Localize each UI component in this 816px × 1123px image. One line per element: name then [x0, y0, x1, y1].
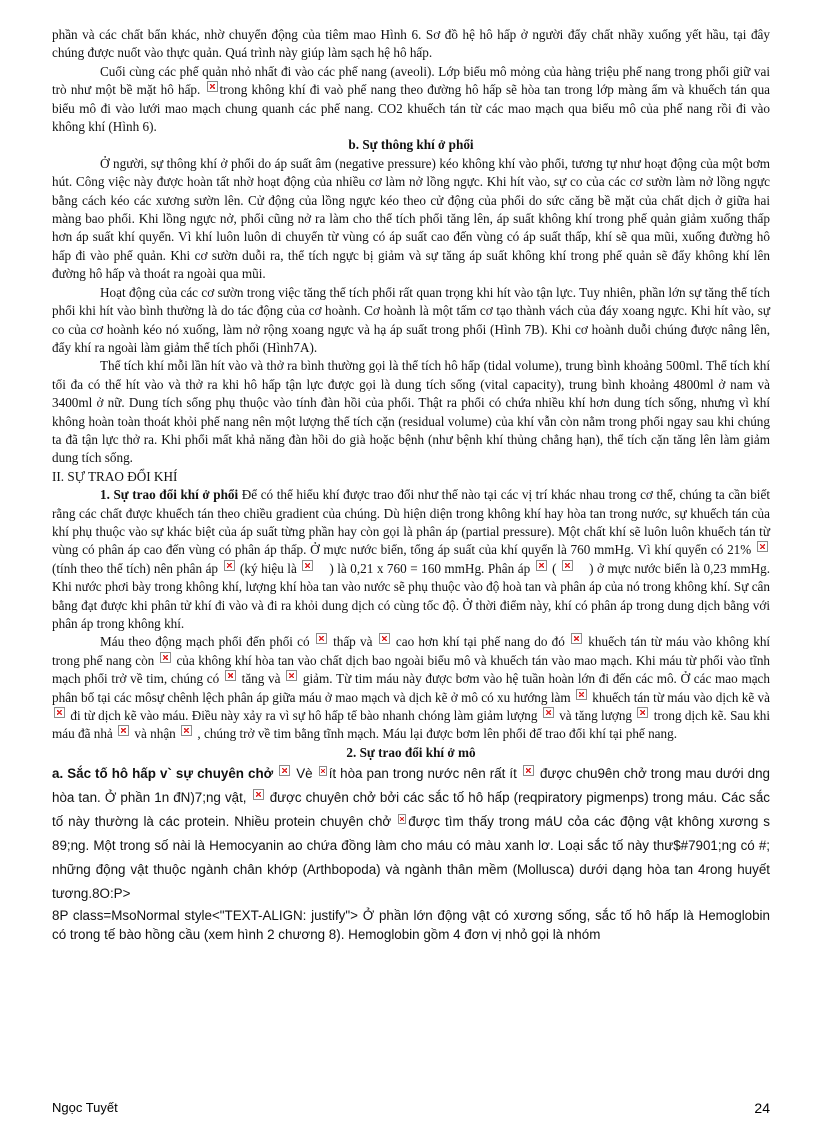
text-run: (tính theo thể tích) nên phân áp [52, 560, 219, 576]
paragraph [52, 63, 770, 137]
broken-image-icon [543, 707, 554, 718]
text-run: tăng và [241, 671, 281, 687]
broken-image-icon [576, 689, 587, 700]
text-run: giảm. Từ tim máu này được bơm vào hệ tuần hoàn lớn đi đến các mô. Ở các mao mạch phân bố tại các môsự chênh lệch phân áp giữa máu ở mao mạch và dịch kẽ ở mô có xu hướng làm [52, 671, 771, 705]
text-run: cao hơn khí tại phế nang do đó [395, 634, 565, 650]
broken-image-icon [286, 670, 297, 681]
broken-image-icon [379, 633, 390, 644]
heading-a: a. Sắc tố hô hấp v` sự chuyên chở [52, 766, 274, 782]
broken-image-icon [253, 789, 264, 800]
text-run: đi từ dịch kẽ vào máu. Điều này xảy ra vì sự hô hấp tế bào nhanh chóng làm giảm lượng [70, 708, 538, 724]
broken-image-icon [637, 707, 648, 718]
text-run: ít hòa pan trong nước nên rất ít [328, 766, 517, 782]
broken-image-icon [319, 766, 327, 776]
document-body [52, 26, 770, 944]
paragraph: Thể tích khí mỗi lần hít vào và thở ra bình thường gọi là thể tích hô hấp (tidal volume), trung bình khoảng 500ml. Thể tích khí tối đa có thể hít vào và thở ra khi hô hấp tận lực được gọi là dung tích sống (vital capacity), trung bình khoảng 4800ml ở nam và 3400ml ở nữ. Dung tích sống phụ thuộc vào tính đàn hồi của phổi. Thật ra phổi có chứa nhiều khí hơn dung tích sống, nhưng vì khí không hoàn toàn thoát khỏi phế nang nên một lượng thể tích cặn (residual volume) của khí vẫn còn nằm trong phổi ngay sau khi chúng ta đã tận lực thở ra. Khi phổi mất khả năng đàn hồi do già hoặc bệnh (như bệnh khí thủng chẳng hạn), thể tích cặn tăng lên làm giảm dung tích sống. [52, 358, 770, 466]
text-run: trong dịch kẽ. Sau khi máu đã nhả [52, 708, 771, 742]
text-run: Vè [296, 766, 313, 782]
broken-image-icon [224, 560, 235, 571]
text-run: khuếch tán từ máu vào không khí trong phế nang còn [52, 634, 771, 668]
broken-image-icon [536, 560, 547, 571]
text-run: và tăng lượng [559, 708, 633, 724]
broken-image-icon [398, 814, 406, 824]
broken-image-icon [757, 541, 768, 552]
text-run: ) ở mực nước biển là 0,23 mmHg. Khi nước phơi bày trong không khí, lượng khí hòa tan vào nước sẽ phụ thuộc vào độ hoà tan và phân áp của nó trong không khí. Sự cân bằng đạt được khi phân tử khí đi vào và đi ra khỏi dung dịch có cùng tốc độ. Ở thời điểm này, khí có phân áp trong dung dịch bằng với phân áp trong không khí. [52, 560, 770, 631]
paragraph: phần và các chất bẩn khác, nhờ chuyển động của tiêm mao Hình 6. Sơ đồ hệ hô hấp ở người đẩy chất nhầy xuống yết hầu, tại đây chúng được nuốt vào thực quản. Quá trình này giúp làm sạch hệ hô hấp. [52, 27, 770, 61]
text-run: và nhận [134, 726, 176, 742]
broken-image-icon [54, 707, 65, 718]
text-run: Cuối cùng các phế quản nhỏ nhất đi vào các phế nang (aveoli). Lớp biểu mô mỏng của hàng triệu phế nang trong phổi giữ vai trò như một bề mặt hô hấp. [52, 63, 770, 98]
text-run: Ở phần lớn động vật có xương sống, sắc tố hô hấp là Hemoglobin có trong tế bào hồng cầu (xem hình 2 chương 8). Hemoglobin gồm 4 đơn vị nhỏ gọi là nhóm [52, 908, 770, 943]
broken-image-icon [571, 633, 582, 644]
heading-1: 1. Sự trao đổi khí ở phổi [100, 487, 239, 503]
text-run: trong không khí đi vaò phế nang theo đường hô hấp sẽ hòa tan trong lớp màng ẩm và khuếch tán qua biểu mô đi vào lưới mao mạch chung quanh các phế nang. CO2 khuếch tán từ các mao mạch qua biểu mô của phế nang rồi đi vào không khí (Hình 6). [52, 82, 771, 135]
text-run: thấp và [333, 634, 373, 650]
page-footer [52, 1100, 770, 1118]
broken-image-icon [225, 670, 236, 681]
paragraph [52, 762, 770, 906]
text-run: khuếch tán từ máu vào dịch kẽ và [592, 689, 770, 705]
broken-image-icon [302, 560, 313, 571]
broken-image-icon [181, 725, 192, 736]
footer-author: Ngọc Tuyết [52, 1100, 118, 1115]
broken-image-icon [207, 81, 218, 92]
text-run: Máu theo động mạch phổi đến phổi có [100, 634, 310, 650]
paragraph: Ở người, sự thông khí ở phổi do áp suất âm (negative pressure) kéo không khí vào phổi, tương tự như hoạt động của một bơm hút. Công việc này được hoàn tất nhờ hoạt động của nhiều cơ làm nở lồng ngực. Khi hít vào, sự co của các cơ sườn làm nở lồng ngực bằng cách kéo các xương sườn lên. Cử động của lồng ngực kéo theo cử động của phổi do sức căng bề mặt của chất dịch ở giữa hai màng bao phổi. Khi lồng ngực nở, phổi cũng nở ra làm cho thể tích phổi tăng lên, áp suất không khí trong phế quản giảm xuống thấp hơn áp suất khí quyển. Vì khí luôn luôn di chuyển từ vùng có áp suất cao đến vùng có áp suất thấp, khí sẽ qua mũi, xuống đường hô hấp đi vào phế quản. Khi cơ sườn duỗi ra, thể tích ngực bị giảm và sự tăng áp suất không khí trong phế quản sẽ đẩy không khí lên đường hô hấp và thoát ra ngoài qua mũi. [52, 155, 770, 282]
text-run: được chu9ên chở trong mau dưới d‌ng hòa tan. Ở phần 1‌n đN)7;ng vật, [52, 766, 770, 806]
text-run: được tìm thấy trong máU cỏa các động vật không xương s 89;ng. Một trong số nài là Hemocyanin ao chứa đồng làm cho máu có màu xanh lơ. Loại sắc tố này thư$#7901;ng có #; những động vật thuộc ngành chân khớp (Arthbopoda) và ngành thân mềm (Mollusca) dưới dạng hòa tan 4rong huyết tương.8O:P> [52, 814, 770, 902]
heading-b: b. Sự thông khí ở phổi [348, 137, 474, 153]
text-run: Để có thể hiểu khí được trao đổi như thế nào tại các vị trí khác nhau trong cơ thể, chúng ta cần biết rằng các chất được khuếch tán theo chiều gradient của chúng. Dù hiện diện trong không khí hay hòa tan trong nước, sự khuếch tán của khí phụ thuộc vào sự khác biệt của áp suất từng phần hay còn gọi là phân áp (partial pressure). Một chất khí sẽ luôn luôn khuếch tán từ vùng có phân áp cao đến vùng có phân áp thấp. Ở mực nước biển, tổng áp suất của khí quyển là 760 mmHg. Vì khí quyển có 21% [52, 487, 770, 558]
paragraph [52, 486, 770, 633]
broken-image-icon [160, 652, 171, 663]
paragraph: Hoạt động của các cơ sườn trong việc tăng thể tích phổi rất quan trọng khi hít vào tận lực. Tuy nhiên, phần lớn sự tăng thể tích phổi khi hít vào bình thường là do tác động của cơ hoành. Cơ hoành là một tấm cơ tạo thành vách của đáy xoang ngực. Khi hít vào, sự co của cơ hoành kéo nó xuống, làm nở rộng xoang ngực và hạ áp suất trong phổi (Hình 7B). Khi cơ hoành duỗi chúng được nâng lên, đẩy khí ra ngoài làm giảm thể tích phổi (Hình7A). [52, 284, 770, 355]
text-run: (ký hiệu là [240, 560, 297, 576]
heading-2: 2. Sự trao đổi khí ở mô [346, 744, 476, 760]
broken-image-icon [523, 765, 534, 776]
page-number: 24 [754, 1100, 770, 1116]
text-run: , chúng trở về tim bằng tĩnh mạch. Máu lại được bơm lên phổi để trao đổi khí tại phế nang. [197, 726, 678, 742]
broken-image-icon [562, 560, 573, 571]
text-run: được chuyên chở bởi các sắc tố hô hấp (reqpiratory pigmenps) trong máu. Các sắc tố này thường là các protein. Nhiều protein chuyên chở [52, 790, 770, 830]
text-run: 8P class=MsoNormal style<"TEXT-ALIGN: justify"> [52, 908, 358, 924]
text-run: ) là 0,21 x 760 = 160 mmHg. Phân áp [329, 560, 531, 576]
text-run: của không khí hòa tan vào chất dịch bao ngoài biểu mô và khuếch tán vào mao mạch. Khi máu từ phổi vào tĩnh mạch phổi trở về tim, chúng có [52, 652, 771, 687]
paragraph [52, 633, 770, 743]
broken-image-icon [118, 725, 129, 736]
section-title: II. SỰ TRAO ĐỔI KHÍ [52, 468, 178, 484]
broken-image-icon [316, 633, 327, 644]
text-run: ( [552, 560, 557, 576]
paragraph [52, 906, 770, 944]
broken-image-icon [279, 765, 290, 776]
